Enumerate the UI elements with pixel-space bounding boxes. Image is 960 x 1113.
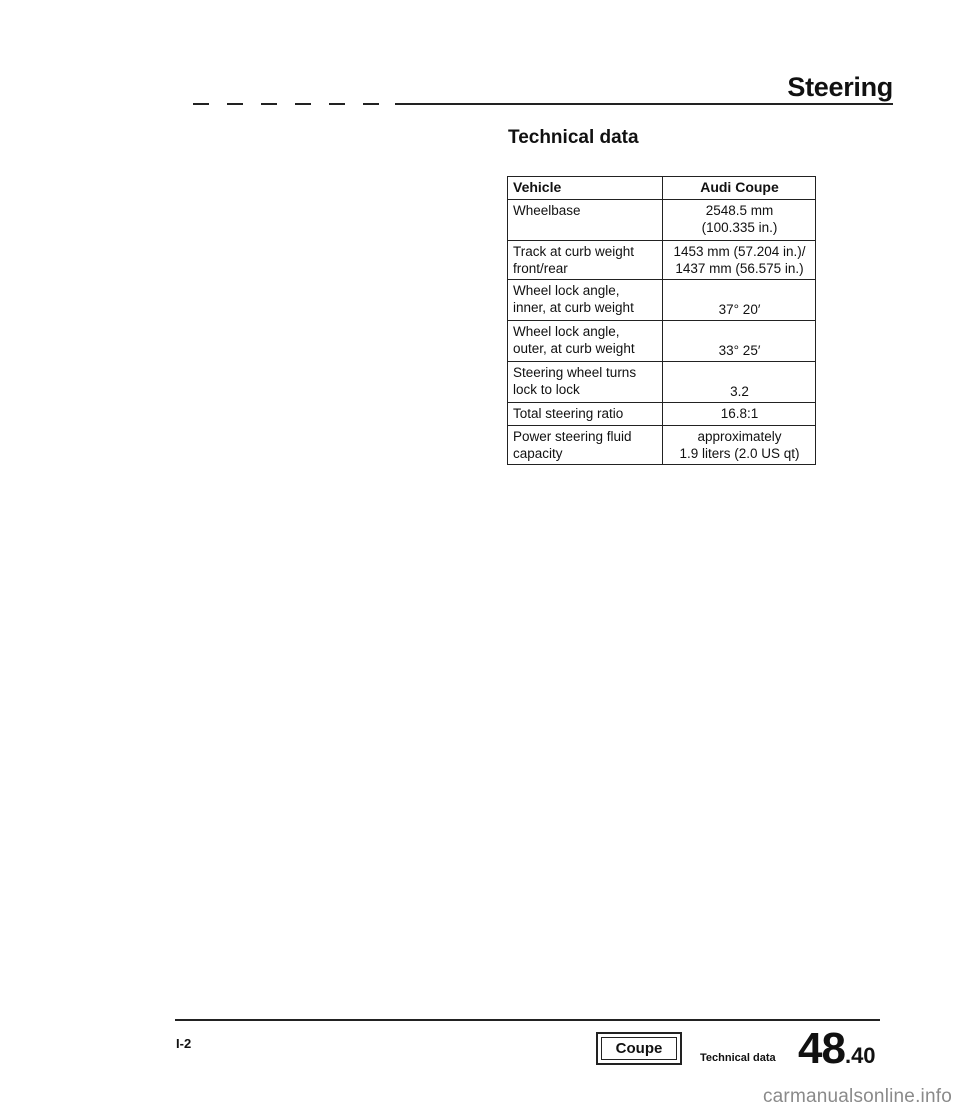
row-value-wheelbase xyxy=(663,200,816,241)
row-label-line: Track at curb weight xyxy=(513,244,635,259)
section-title: Technical data xyxy=(508,127,639,148)
row-value-wheel-turns xyxy=(663,362,816,403)
row-label-fluid-capacity xyxy=(508,426,663,465)
row-label-line: capacity xyxy=(513,446,563,461)
row-value-line: 1437 mm (56.575 in.) xyxy=(675,261,804,276)
row-value-line: 16.8:1 xyxy=(720,406,759,421)
table-row xyxy=(508,426,816,465)
row-label-line: Steering wheel turns xyxy=(513,365,637,380)
row-label-line: Power steering fluid xyxy=(513,429,632,444)
row-value-line: 1453 mm (57.204 in.)/ xyxy=(673,244,806,259)
row-value-line: 33° 25′ xyxy=(718,343,761,358)
row-label-wheelbase xyxy=(508,200,663,241)
column-header-vehicle: Vehicle xyxy=(508,177,663,200)
row-label-line: lock to lock xyxy=(513,382,580,397)
row-value-line: 2548.5 mm xyxy=(705,203,774,218)
watermark: carmanualsonline.info xyxy=(762,1086,952,1107)
row-label-steering-ratio xyxy=(508,403,663,426)
table-row xyxy=(508,280,816,321)
row-label-lock-angle-inner xyxy=(508,280,663,321)
footer-rule xyxy=(175,1019,880,1021)
row-value-track xyxy=(663,241,816,280)
row-label-wheel-turns xyxy=(508,362,663,403)
row-value-line: 3.2 xyxy=(730,384,749,399)
row-value-line: 1.9 liters (2.0 US qt) xyxy=(679,446,800,461)
row-value-line: approximately xyxy=(697,429,782,444)
row-label-line: Wheel lock angle, xyxy=(513,283,620,298)
table-row xyxy=(508,362,816,403)
table-row xyxy=(508,241,816,280)
row-value-steering-ratio xyxy=(663,403,816,426)
row-value-line: 37° 20′ xyxy=(718,302,761,317)
group-number-minor: .40 xyxy=(844,1043,876,1068)
group-number xyxy=(798,1024,876,1074)
model-badge xyxy=(596,1032,682,1065)
table-row xyxy=(508,321,816,362)
table-header-row xyxy=(508,177,816,200)
group-number-major: 48 xyxy=(798,1024,845,1073)
row-label-line: Total steering ratio xyxy=(513,406,624,421)
column-header-audi-coupe: Audi Coupe xyxy=(663,177,816,200)
footer-section-label: Technical data xyxy=(700,1052,776,1064)
table-row xyxy=(508,403,816,426)
row-label-track xyxy=(508,241,663,280)
row-label-line: front/rear xyxy=(513,261,568,276)
row-label-line: inner, at curb weight xyxy=(513,300,634,315)
row-value-lock-angle-inner xyxy=(663,280,816,321)
row-label-line: outer, at curb weight xyxy=(513,341,635,356)
header-title: Steering xyxy=(787,72,893,102)
table-row xyxy=(508,200,816,241)
row-value-line: (100.335 in.) xyxy=(701,220,778,235)
page-number: I-2 xyxy=(176,1036,192,1051)
row-value-fluid-capacity xyxy=(663,426,816,465)
row-label-line: Wheelbase xyxy=(513,203,581,218)
model-badge-label: Coupe xyxy=(601,1037,677,1060)
row-label-line: Wheel lock angle, xyxy=(513,324,620,339)
row-label-lock-angle-outer xyxy=(508,321,663,362)
technical-data-table xyxy=(507,176,816,465)
header-rule-fade xyxy=(175,103,395,105)
row-value-lock-angle-outer xyxy=(663,321,816,362)
